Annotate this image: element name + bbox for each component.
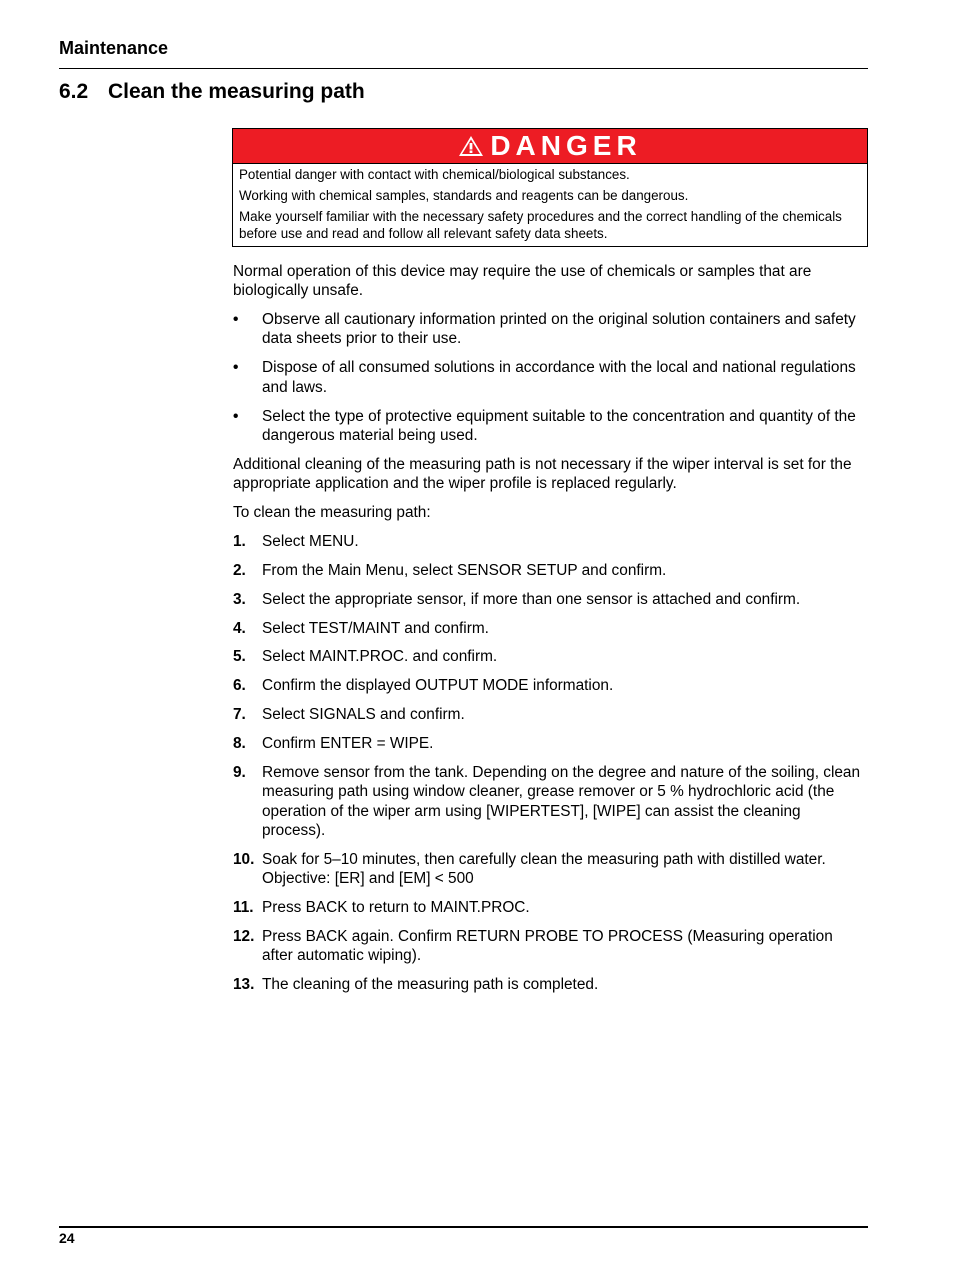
list-item (233, 358, 863, 397)
step-item (233, 898, 863, 917)
list-item-text: Dispose of all consumed solutions in accordance with the local and national regulations and laws. (262, 359, 856, 396)
step-item (233, 647, 863, 666)
step-text: Select TEST/MAINT and confirm. (262, 619, 489, 637)
step-item (233, 590, 863, 609)
step-item (233, 927, 863, 966)
additional-paragraph: Additional cleaning of the measuring path is not necessary if the wiper interval is set for the appropriate application and the wiper profile is replaced regularly. (233, 455, 852, 493)
step-number: 8. (233, 735, 246, 753)
step-number: 10. (233, 850, 255, 868)
step-item (233, 705, 863, 724)
running-header: Maintenance (59, 38, 169, 58)
procedure-intro: To clean the measuring path: (233, 503, 431, 521)
step-number: 5. (233, 648, 246, 666)
list-item-text: Observe all cautionary information printed on the original solution containers and safety data sheets prior to their use. (262, 311, 856, 348)
section-number: 6.2 (59, 80, 89, 103)
page-number: 24 (59, 1230, 75, 1246)
step-number: 1. (233, 532, 246, 550)
danger-banner (233, 129, 867, 164)
step-number: 2. (233, 561, 246, 579)
step-item (233, 734, 863, 753)
intro-paragraph: Normal operation of this device may require the use of chemicals or samples that are biologically unsafe. (233, 263, 812, 300)
section-title: Clean the measuring path (108, 80, 365, 103)
bullet-marker: • (233, 311, 239, 329)
step-number: 7. (233, 706, 246, 724)
step-text: Select SIGNALS and confirm. (262, 706, 465, 724)
step-number: 3. (233, 590, 246, 608)
list-item-text: Select the type of protective equipment suitable to the concentration and quantity of the dangerous material being used. (262, 407, 856, 444)
step-item (233, 561, 863, 580)
bullet-marker: • (233, 359, 239, 377)
step-text: From the Main Menu, select SENSOR SETUP and confirm. (262, 561, 667, 579)
step-number: 12. (233, 927, 255, 945)
list-item (233, 407, 863, 446)
danger-body (233, 164, 867, 246)
step-number: 4. (233, 619, 246, 637)
header-rule (59, 68, 868, 69)
section-heading (59, 80, 365, 104)
step-text: Soak for 5–10 minutes, then carefully clean the measuring path with distilled water. Objective: [ER] and [EM] < 500 (262, 850, 826, 888)
step-number: 13. (233, 976, 255, 993)
step-text: Select the appropriate sensor, if more than one sensor is attached and confirm. (262, 590, 801, 608)
section-content (233, 262, 863, 1004)
step-number: 6. (233, 677, 246, 695)
danger-line: Working with chemical samples, standards and reagents can be dangerous. (239, 188, 689, 203)
footer-rule (59, 1226, 868, 1228)
procedure-steps (233, 532, 863, 994)
step-item (233, 850, 863, 889)
danger-line: Make yourself familiar with the necessary safety procedures and the correct handling of the chemicals before use and read and follow all relevant safety data sheets. (239, 209, 842, 241)
step-number: 11. (233, 898, 254, 916)
list-item (233, 310, 863, 349)
step-item (233, 763, 863, 840)
step-text: Remove sensor from the tank. Depending on the degree and nature of the soiling, clean measuring path using window cleaner, grease remover or 5 % hydrochloric acid (the operation of the wiper arm using [WIPERTEST], [WIPE] can assist the cleaning process). (262, 763, 861, 839)
step-text: The cleaning of the measuring path is completed. (262, 976, 599, 993)
step-item (233, 532, 863, 551)
step-text: Confirm the displayed OUTPUT MODE information. (262, 677, 614, 695)
step-item (233, 619, 863, 638)
danger-notice (232, 128, 868, 247)
step-item (233, 975, 863, 994)
danger-line: Potential danger with contact with chemical/biological substances. (239, 167, 630, 182)
warning-triangle-icon (458, 135, 484, 157)
bullet-marker: • (233, 407, 239, 425)
danger-label: DANGER (490, 130, 642, 161)
step-text: Confirm ENTER = WIPE. (262, 735, 434, 753)
step-text: Press BACK again. Confirm RETURN PROBE TO PROCESS (Measuring operation after automatic wiping). (262, 927, 833, 965)
step-number: 9. (233, 763, 246, 781)
step-text: Select MAINT.PROC. and confirm. (262, 648, 498, 666)
step-item (233, 676, 863, 695)
step-text: Press BACK to return to MAINT.PROC. (262, 898, 530, 916)
precaution-list (233, 310, 863, 445)
step-text: Select MENU. (262, 532, 359, 550)
